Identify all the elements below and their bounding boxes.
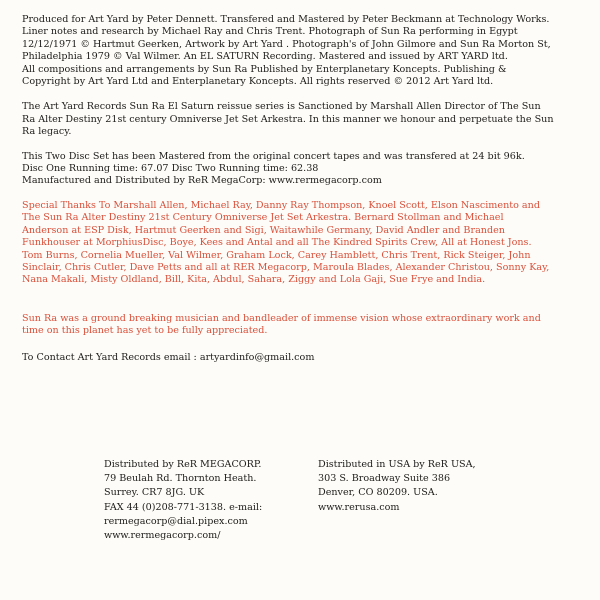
technical-line: Disc One Running time: 67.07 Disc Two Running time: 62.38 xyxy=(22,163,319,175)
thanks-line: Tom Burns, Cornelia Mueller, Val Wilmer, Graham Lock, Carey Hamblett, Chris Trent, Rick Steiger, John xyxy=(22,249,531,261)
series-line: The Art Yard Records Sun Ra El Saturn reissue series is Sanctioned by Marshall Allen Director of The Sun xyxy=(22,101,541,113)
tribute-line: Sun Ra was a ground breaking musician and bandleader of immense vision whose extraordinary work and xyxy=(22,312,541,324)
series-paragraph xyxy=(22,101,582,138)
credits-line: Produced for Art Yard by Peter Dennett. Transfered and Mastered by Peter Beckmann at Technology Works. xyxy=(22,14,550,25)
credits-line: Copyright by Art Yard Ltd and Enterplanetary Koncepts. All rights reserved © 2012 Art Yard ltd. xyxy=(22,76,494,88)
distributor-uk-line: Surrey. CR7 8JG. UK xyxy=(104,487,205,499)
series-line: Ra Alter Destiny 21st century Omniverse Jet Set Arkestra. In this manner we honour and perpetuate the Sun xyxy=(22,113,554,125)
distributor-uk-line: 79 Beulah Rd. Thornton Heath. xyxy=(104,473,257,485)
distributor-uk-line: Distributed by ReR MEGACORP. xyxy=(104,459,262,470)
thanks-line: The Sun Ra Alter Destiny 21st Century Omniverse Jet Set Arkestra. Bernard Stollman and Michael xyxy=(22,212,504,224)
thanks-line: Special Thanks To Marshall Allen, Michael Ray, Danny Ray Thompson, Knoel Scott, Elson Nascimento and xyxy=(22,199,540,211)
distributor-uk-line: rermegacorp@dial.pipex.com xyxy=(104,515,248,527)
distributor-uk-line: FAX 44 (0)208-771-3138. e-mail: xyxy=(104,501,263,513)
series-line: Ra legacy. xyxy=(22,126,72,138)
technical-line: Manufactured and Distributed by ReR MegaCorp: www.rermegacorp.com xyxy=(22,175,382,187)
credits-line: 12/12/1971 © Hartmut Geerken, Artwork by Art Yard . Photograph's of John Gilmore and Sun Ra Morton St, xyxy=(22,38,551,50)
special-thanks-paragraph xyxy=(22,200,582,287)
thanks-line: Anderson at ESP Disk, Hartmut Geerken and Sigi, Waitawhile Germany, David Andler and Branden xyxy=(22,224,505,236)
tribute-line: time on this planet has yet to be fully appreciated. xyxy=(22,325,268,337)
credits-line: Liner notes and research by Michael Ray and Chris Trent. Photograph of Sun Ra performing in Egypt xyxy=(22,26,518,38)
distributor-uk-line: www.rermegacorp.com/ xyxy=(104,530,221,542)
credits-line: Philadelphia 1979 © Val Wilmer. An EL SATURN Recording. Mastered and issued by ART YARD ltd. xyxy=(22,51,508,63)
tribute-paragraph xyxy=(22,313,582,338)
distributor-usa-line: www.rerusa.com xyxy=(318,501,400,513)
thanks-line: Funkhouser at MorphiusDisc, Boye, Kees and Antal and all The Kindred Spirits Crew, All at Honest Jons. xyxy=(22,237,532,249)
distributor-usa-line: Denver, CO 80209. USA. xyxy=(318,487,438,499)
technical-paragraph xyxy=(22,151,582,188)
contact-line: To Contact Art Yard Records email : artyardinfo@gmail.com xyxy=(22,351,315,363)
distributor-usa-line: 303 S. Broadway Suite 386 xyxy=(318,473,451,485)
credits-paragraph xyxy=(22,14,582,88)
thanks-line: Nana Makali, Misty Oldland, Bill, Kita, Abdul, Sahara, Ziggy and Lola Gaji, Sue Frye and India. xyxy=(22,274,486,286)
technical-line: This Two Disc Set has been Mastered from the original concert tapes and was transfered at 24 bit 96k. xyxy=(22,150,525,162)
distributor-usa-line: Distributed in USA by ReR USA, xyxy=(318,459,476,470)
distributor-usa-block xyxy=(318,458,476,515)
thanks-line: Sinclair, Chris Cutler, Dave Petts and all at RER Megacorp, Maroula Blades, Alexander Christou, Sonny Kay, xyxy=(22,261,550,273)
distributor-uk-block xyxy=(104,458,262,543)
credits-line: All compositions and arrangements by Sun Ra Published by Enterplanetary Koncepts. Publishing & xyxy=(22,63,507,75)
liner-notes-page xyxy=(22,14,582,364)
